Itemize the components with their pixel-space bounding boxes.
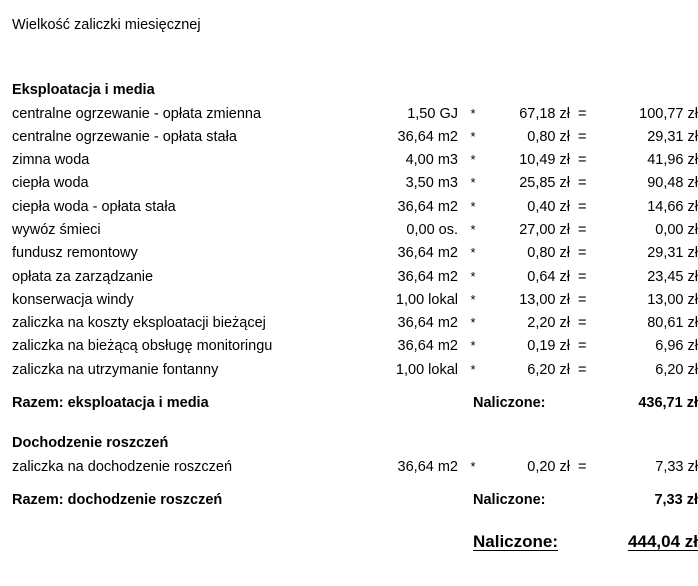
empty-cell bbox=[570, 82, 592, 106]
charge-total: 0,00 zł bbox=[655, 221, 698, 238]
charge-name: ciepła woda - opłata stała bbox=[12, 198, 176, 215]
table-row bbox=[0, 129, 698, 152]
grand-total-amount: 444,04 zł bbox=[628, 531, 698, 551]
charge-rate: 2,20 zł bbox=[527, 315, 570, 332]
charge-total: 13,00 zł bbox=[647, 291, 698, 308]
charge-name: opłata za zarządzanie bbox=[12, 268, 154, 285]
charge-quantity: 0,00 os. bbox=[406, 221, 458, 238]
charge-total: 80,61 zł bbox=[647, 315, 698, 332]
charge-total: 6,20 zł bbox=[655, 361, 698, 378]
table-row bbox=[0, 362, 698, 385]
section-summary-row bbox=[0, 492, 698, 522]
multiply-symbol: * bbox=[470, 245, 476, 261]
empty-cell bbox=[570, 435, 592, 459]
charge-rate: 67,18 zł bbox=[519, 105, 570, 122]
multiply-symbol: * bbox=[470, 128, 476, 144]
summary-charged-label: Naliczone: bbox=[473, 491, 546, 508]
page-title: Wielkość zaliczki miesięcznej bbox=[12, 17, 201, 33]
empty-cell bbox=[366, 395, 458, 425]
multiply-symbol: * bbox=[470, 175, 476, 191]
spacer bbox=[0, 425, 698, 435]
equals-symbol: = bbox=[578, 128, 587, 145]
charge-quantity: 36,64 m2 bbox=[397, 198, 458, 215]
equals-symbol: = bbox=[578, 198, 587, 215]
empty-cell bbox=[366, 82, 458, 106]
charge-rate: 0,40 zł bbox=[527, 198, 570, 215]
table-row bbox=[0, 106, 698, 129]
charge-rate: 0,64 zł bbox=[527, 268, 570, 285]
charge-name: zimna woda bbox=[12, 152, 90, 169]
table-row bbox=[0, 459, 698, 482]
charge-quantity: 36,64 m2 bbox=[397, 268, 458, 285]
charge-name: konserwacja windy bbox=[12, 291, 134, 308]
multiply-symbol: * bbox=[470, 315, 476, 331]
equals-symbol: = bbox=[578, 291, 587, 308]
charge-quantity: 36,64 m2 bbox=[397, 458, 458, 475]
charge-name: fundusz remontowy bbox=[12, 245, 138, 262]
spacer-cell bbox=[0, 522, 698, 532]
charge-rate: 0,80 zł bbox=[527, 245, 570, 262]
table-row bbox=[0, 222, 698, 245]
spacer-cell bbox=[0, 425, 698, 435]
empty-cell bbox=[366, 435, 458, 459]
table-row bbox=[0, 269, 698, 292]
charge-name: zaliczka na koszty eksploatacji bieżącej bbox=[12, 315, 266, 332]
summary-label: Razem: dochodzenie roszczeń bbox=[12, 491, 223, 508]
multiply-symbol: * bbox=[470, 458, 476, 474]
equals-symbol: = bbox=[578, 152, 587, 169]
table-row bbox=[0, 152, 698, 175]
charge-name: zaliczka na bieżącą obsługę monitoringu bbox=[12, 338, 273, 355]
equals-symbol: = bbox=[578, 245, 587, 262]
empty-cell bbox=[458, 435, 488, 459]
charge-rate: 0,19 zł bbox=[527, 338, 570, 355]
charge-quantity: 36,64 m2 bbox=[397, 128, 458, 145]
section-summary-row bbox=[0, 395, 698, 425]
section-heading: Eksploatacja i media bbox=[12, 82, 155, 98]
charge-rate: 6,20 zł bbox=[527, 361, 570, 378]
charge-quantity: 36,64 m2 bbox=[397, 245, 458, 262]
charge-quantity: 1,00 lokal bbox=[395, 361, 458, 378]
empty-cell bbox=[488, 435, 570, 459]
equals-symbol: = bbox=[578, 361, 587, 378]
charge-total: 100,77 zł bbox=[639, 105, 698, 122]
empty-cell bbox=[592, 435, 698, 459]
empty-cell bbox=[592, 82, 698, 106]
charge-total: 90,48 zł bbox=[647, 175, 698, 192]
empty-cell bbox=[366, 532, 458, 570]
spacer bbox=[0, 522, 698, 532]
multiply-symbol: * bbox=[470, 105, 476, 121]
empty-cell bbox=[488, 82, 570, 106]
charge-name: centralne ogrzewanie - opłata stała bbox=[12, 128, 237, 145]
multiply-symbol: * bbox=[470, 268, 476, 284]
table-row bbox=[0, 292, 698, 315]
section-heading: Dochodzenie roszczeń bbox=[12, 435, 169, 452]
empty-cell bbox=[366, 492, 458, 522]
charge-quantity: 1,50 GJ bbox=[407, 105, 458, 122]
charge-rate: 27,00 zł bbox=[519, 221, 570, 238]
charge-total: 23,45 zł bbox=[647, 268, 698, 285]
charge-rate: 25,85 zł bbox=[519, 175, 570, 192]
empty-cell bbox=[458, 82, 488, 106]
charge-total: 41,96 zł bbox=[647, 152, 698, 169]
charges-sheet bbox=[0, 82, 698, 570]
summary-label: Razem: eksploatacja i media bbox=[12, 395, 209, 412]
equals-symbol: = bbox=[578, 221, 587, 238]
charge-rate: 10,49 zł bbox=[519, 152, 570, 169]
summary-charged-label: Naliczone: bbox=[473, 395, 546, 412]
table-row bbox=[0, 199, 698, 222]
charge-quantity: 36,64 m2 bbox=[397, 338, 458, 355]
spacer-cell bbox=[0, 385, 698, 395]
charge-rate: 13,00 zł bbox=[519, 291, 570, 308]
charge-name: wywóz śmieci bbox=[12, 221, 101, 238]
grand-total-label: Naliczone: bbox=[473, 531, 559, 551]
charge-name: ciepła woda bbox=[12, 175, 89, 192]
multiply-symbol: * bbox=[470, 361, 476, 377]
spacer bbox=[0, 385, 698, 395]
charge-total: 14,66 zł bbox=[647, 198, 698, 215]
charge-name: zaliczka na utrzymanie fontanny bbox=[12, 361, 219, 378]
charge-total: 7,33 zł bbox=[655, 458, 698, 475]
charge-quantity: 1,00 lokal bbox=[395, 291, 458, 308]
table-row bbox=[0, 315, 698, 338]
grand-total-row bbox=[0, 532, 698, 570]
table-row bbox=[0, 338, 698, 361]
empty-cell bbox=[0, 532, 366, 570]
equals-symbol: = bbox=[578, 458, 587, 475]
multiply-symbol: * bbox=[470, 338, 476, 354]
spacer bbox=[0, 482, 698, 492]
equals-symbol: = bbox=[578, 315, 587, 332]
equals-symbol: = bbox=[578, 268, 587, 285]
equals-symbol: = bbox=[578, 175, 587, 192]
summary-amount: 436,71 zł bbox=[638, 395, 698, 412]
charge-name: zaliczka na dochodzenie roszczeń bbox=[12, 458, 233, 475]
charge-total: 29,31 zł bbox=[647, 128, 698, 145]
table-row bbox=[0, 245, 698, 268]
table-row bbox=[0, 175, 698, 198]
charge-total: 29,31 zł bbox=[647, 245, 698, 262]
multiply-symbol: * bbox=[470, 221, 476, 237]
charge-quantity: 3,50 m3 bbox=[405, 175, 458, 192]
charge-quantity: 4,00 m3 bbox=[405, 152, 458, 169]
section-header-row bbox=[0, 435, 698, 459]
charge-rate: 0,80 zł bbox=[527, 128, 570, 145]
charge-rate: 0,20 zł bbox=[527, 458, 570, 475]
summary-amount: 7,33 zł bbox=[654, 491, 698, 508]
charge-quantity: 36,64 m2 bbox=[397, 315, 458, 332]
charge-total: 6,96 zł bbox=[655, 338, 698, 355]
multiply-symbol: * bbox=[470, 152, 476, 168]
equals-symbol: = bbox=[578, 338, 587, 355]
section-header-row bbox=[0, 82, 698, 106]
charge-name: centralne ogrzewanie - opłata zmienna bbox=[12, 105, 262, 122]
spacer-cell bbox=[0, 482, 698, 492]
multiply-symbol: * bbox=[470, 198, 476, 214]
equals-symbol: = bbox=[578, 105, 587, 122]
charges-table bbox=[0, 82, 698, 570]
multiply-symbol: * bbox=[470, 291, 476, 307]
